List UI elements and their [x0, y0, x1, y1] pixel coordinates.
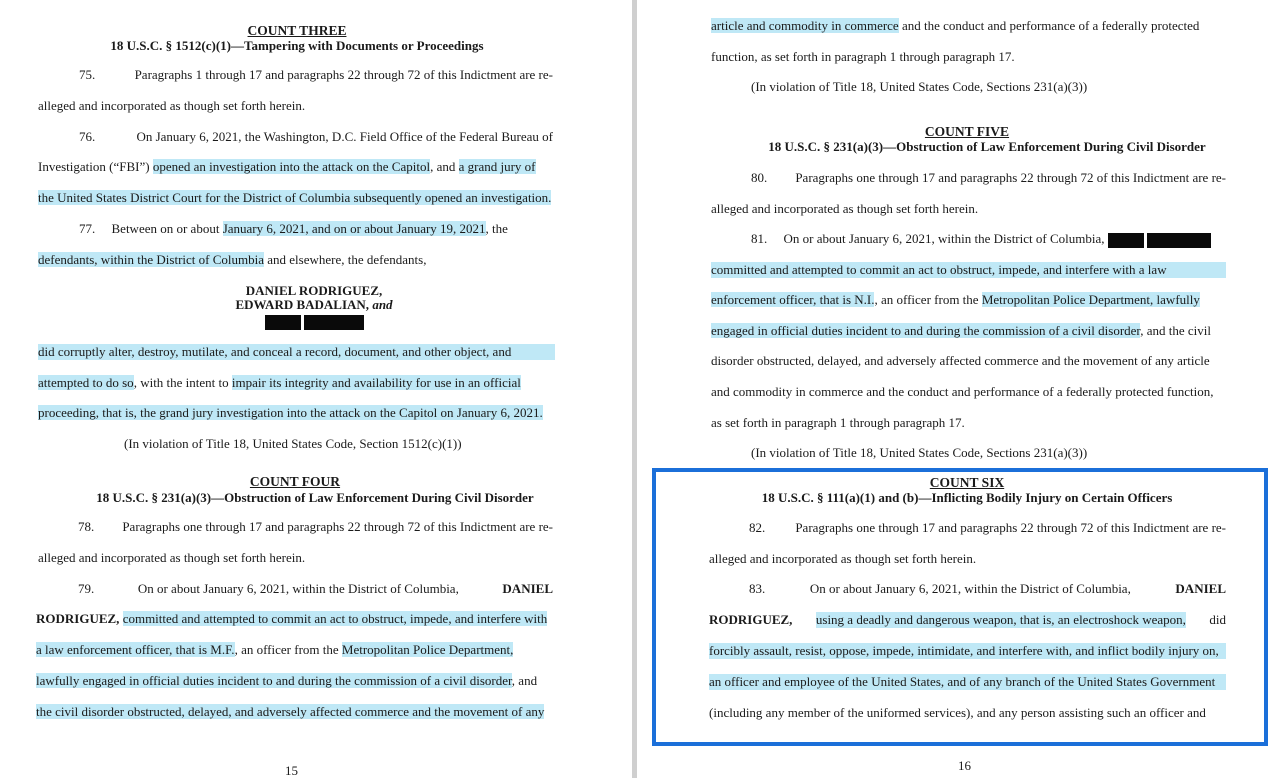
para-77-line-1: 77. Between on or about January 6, 2021, and on or about January 19, 2021, the — [79, 221, 508, 236]
defendant-name-2: EDWARD BADALIAN, and — [235, 297, 393, 312]
redaction-block — [1108, 233, 1144, 248]
para-82-line-1: 82. Paragraphs one through 17 and paragraphs 22 through 72 of this Indictment are re- — [749, 520, 1226, 535]
para-81-line-1: 81. On or about January 6, 2021, within the District of Columbia, — [751, 231, 1211, 248]
para-77-line-2: defendants, within the District of Columbia and elsewhere, the defendants, — [38, 252, 427, 267]
redaction-block — [265, 315, 301, 330]
para-75-line-1: 75. Paragraphs 1 through 17 and paragraphs 22 through 72 of this Indictment are re- — [79, 67, 553, 82]
count-six-statute: 18 U.S.C. § 111(a)(1) and (b)—Inflicting Bodily Injury on Certain Officers — [761, 490, 1173, 505]
para-81-line-4: engaged in official duties incident to and during the commission of a civil disorder, and the civil — [711, 323, 1211, 338]
para-77-cont-line-1: did corruptly alter, destroy, mutilate, and conceal a record, document, and other object, and — [38, 344, 555, 360]
page-number: 15 — [285, 763, 298, 778]
redacted-defendant-name — [265, 313, 364, 330]
para-83-line-1: 83. On or about January 6, 2021, within the District of Columbia, DANIEL — [749, 581, 1226, 596]
para-81-line-7: as set forth in paragraph 1 through paragraph 17. — [711, 415, 965, 430]
count-six-title: COUNT SIX — [929, 475, 1005, 490]
para-76-line-3: the United States District Court for the District of Columbia subsequently opened an investigation. — [38, 190, 552, 205]
para-81-line-5: disorder obstructed, delayed, and adversely affected commerce and the movement of any article — [711, 353, 1210, 368]
para-76-line-2: Investigation (“FBI”) opened an investigation into the attack on the Capitol, and a grand jury of — [38, 159, 536, 174]
para-81-line-2: committed and attempted to commit an act to obstruct, impede, and interfere with a law — [711, 262, 1226, 278]
count-five-violation: (In violation of Title 18, United States Code, Sections 231(a)(3)) — [751, 445, 1088, 460]
document-page-16 — [637, 0, 1280, 778]
redaction-block — [1147, 233, 1211, 248]
count-four-violation: (In violation of Title 18, United States Code, Sections 231(a)(3)) — [751, 79, 1088, 94]
carryover-line-1: article and commodity in commerce and the conduct and performance of a federally protected — [711, 18, 1200, 33]
document-page-15 — [0, 0, 632, 778]
para-76-line-1: 76. On January 6, 2021, the Washington, D.C. Field Office of the Federal Bureau of — [79, 129, 553, 144]
para-81-line-3: enforcement officer, that is N.I., an officer from the Metropolitan Police Department, lawfully — [711, 292, 1200, 307]
para-79-line-1: 79. On or about January 6, 2021, within the District of Columbia, DANIEL — [78, 581, 553, 596]
para-79-line-4: lawfully engaged in official duties incident to and during the commission of a civil disorder, and — [36, 673, 538, 688]
page-number: 16 — [958, 758, 971, 773]
count-five-title: COUNT FIVE — [924, 124, 1010, 139]
para-75-line-2: alleged and incorporated as though set forth herein. — [38, 98, 306, 113]
count-four-title: COUNT FOUR — [249, 474, 341, 489]
count-three-statute: 18 U.S.C. § 1512(c)(1)—Tampering with Documents or Proceedings — [110, 38, 484, 53]
count-four-statute: 18 U.S.C. § 231(a)(3)—Obstruction of Law Enforcement During Civil Disorder — [96, 490, 534, 505]
para-77-cont-line-3: proceeding, that is, the grand jury investigation into the attack on the Capitol on January 6, 2021. — [38, 405, 543, 420]
defendant-name-1: DANIEL RODRIGUEZ, — [245, 283, 383, 298]
para-79-line-3: a law enforcement officer, that is M.F., an officer from the Metropolitan Police Department, — [36, 642, 514, 657]
para-82-line-2: alleged and incorporated as though set forth herein. — [709, 551, 977, 566]
carryover-line-2: function, as set forth in paragraph 1 through paragraph 17. — [711, 49, 1015, 64]
para-81-line-6: and commodity in commerce and the conduct and performance of a federally protected function, — [711, 384, 1214, 399]
redaction-block — [304, 315, 364, 330]
para-78-line-1: 78. Paragraphs one through 17 and paragraphs 22 through 72 of this Indictment are re- — [78, 519, 553, 534]
count-five-statute: 18 U.S.C. § 231(a)(3)—Obstruction of Law Enforcement During Civil Disorder — [768, 139, 1206, 154]
count-three-title: COUNT THREE — [247, 23, 347, 38]
para-79-line-5: the civil disorder obstructed, delayed, and adversely affected commerce and the movement of any — [36, 704, 545, 719]
para-80-line-1: 80. Paragraphs one through 17 and paragraphs 22 through 72 of this Indictment are re- — [751, 170, 1226, 185]
para-79-line-2: RODRIGUEZ, committed and attempted to commit an act to obstruct, impede, and interfere with — [36, 611, 548, 626]
count-three-violation: (In violation of Title 18, United States Code, Section 1512(c)(1)) — [124, 436, 462, 451]
para-83-line-3: forcibly assault, resist, oppose, impede, intimidate, and interfere with, and inflict bodily injury on, — [709, 643, 1226, 659]
para-78-line-2: alleged and incorporated as though set forth herein. — [38, 550, 306, 565]
para-77-cont-line-2: attempted to do so, with the intent to impair its integrity and availability for use in an official — [38, 375, 521, 390]
para-80-line-2: alleged and incorporated as though set forth herein. — [711, 201, 979, 216]
para-83-line-2: RODRIGUEZ, using a deadly and dangerous weapon, that is, an electroshock weapon, did — [709, 612, 1226, 627]
para-83-line-5: (including any member of the uniformed services), and any person assisting such an officer and — [709, 705, 1206, 720]
para-83-line-4: an officer and employee of the United States, and of any branch of the United States Government — [709, 674, 1226, 690]
